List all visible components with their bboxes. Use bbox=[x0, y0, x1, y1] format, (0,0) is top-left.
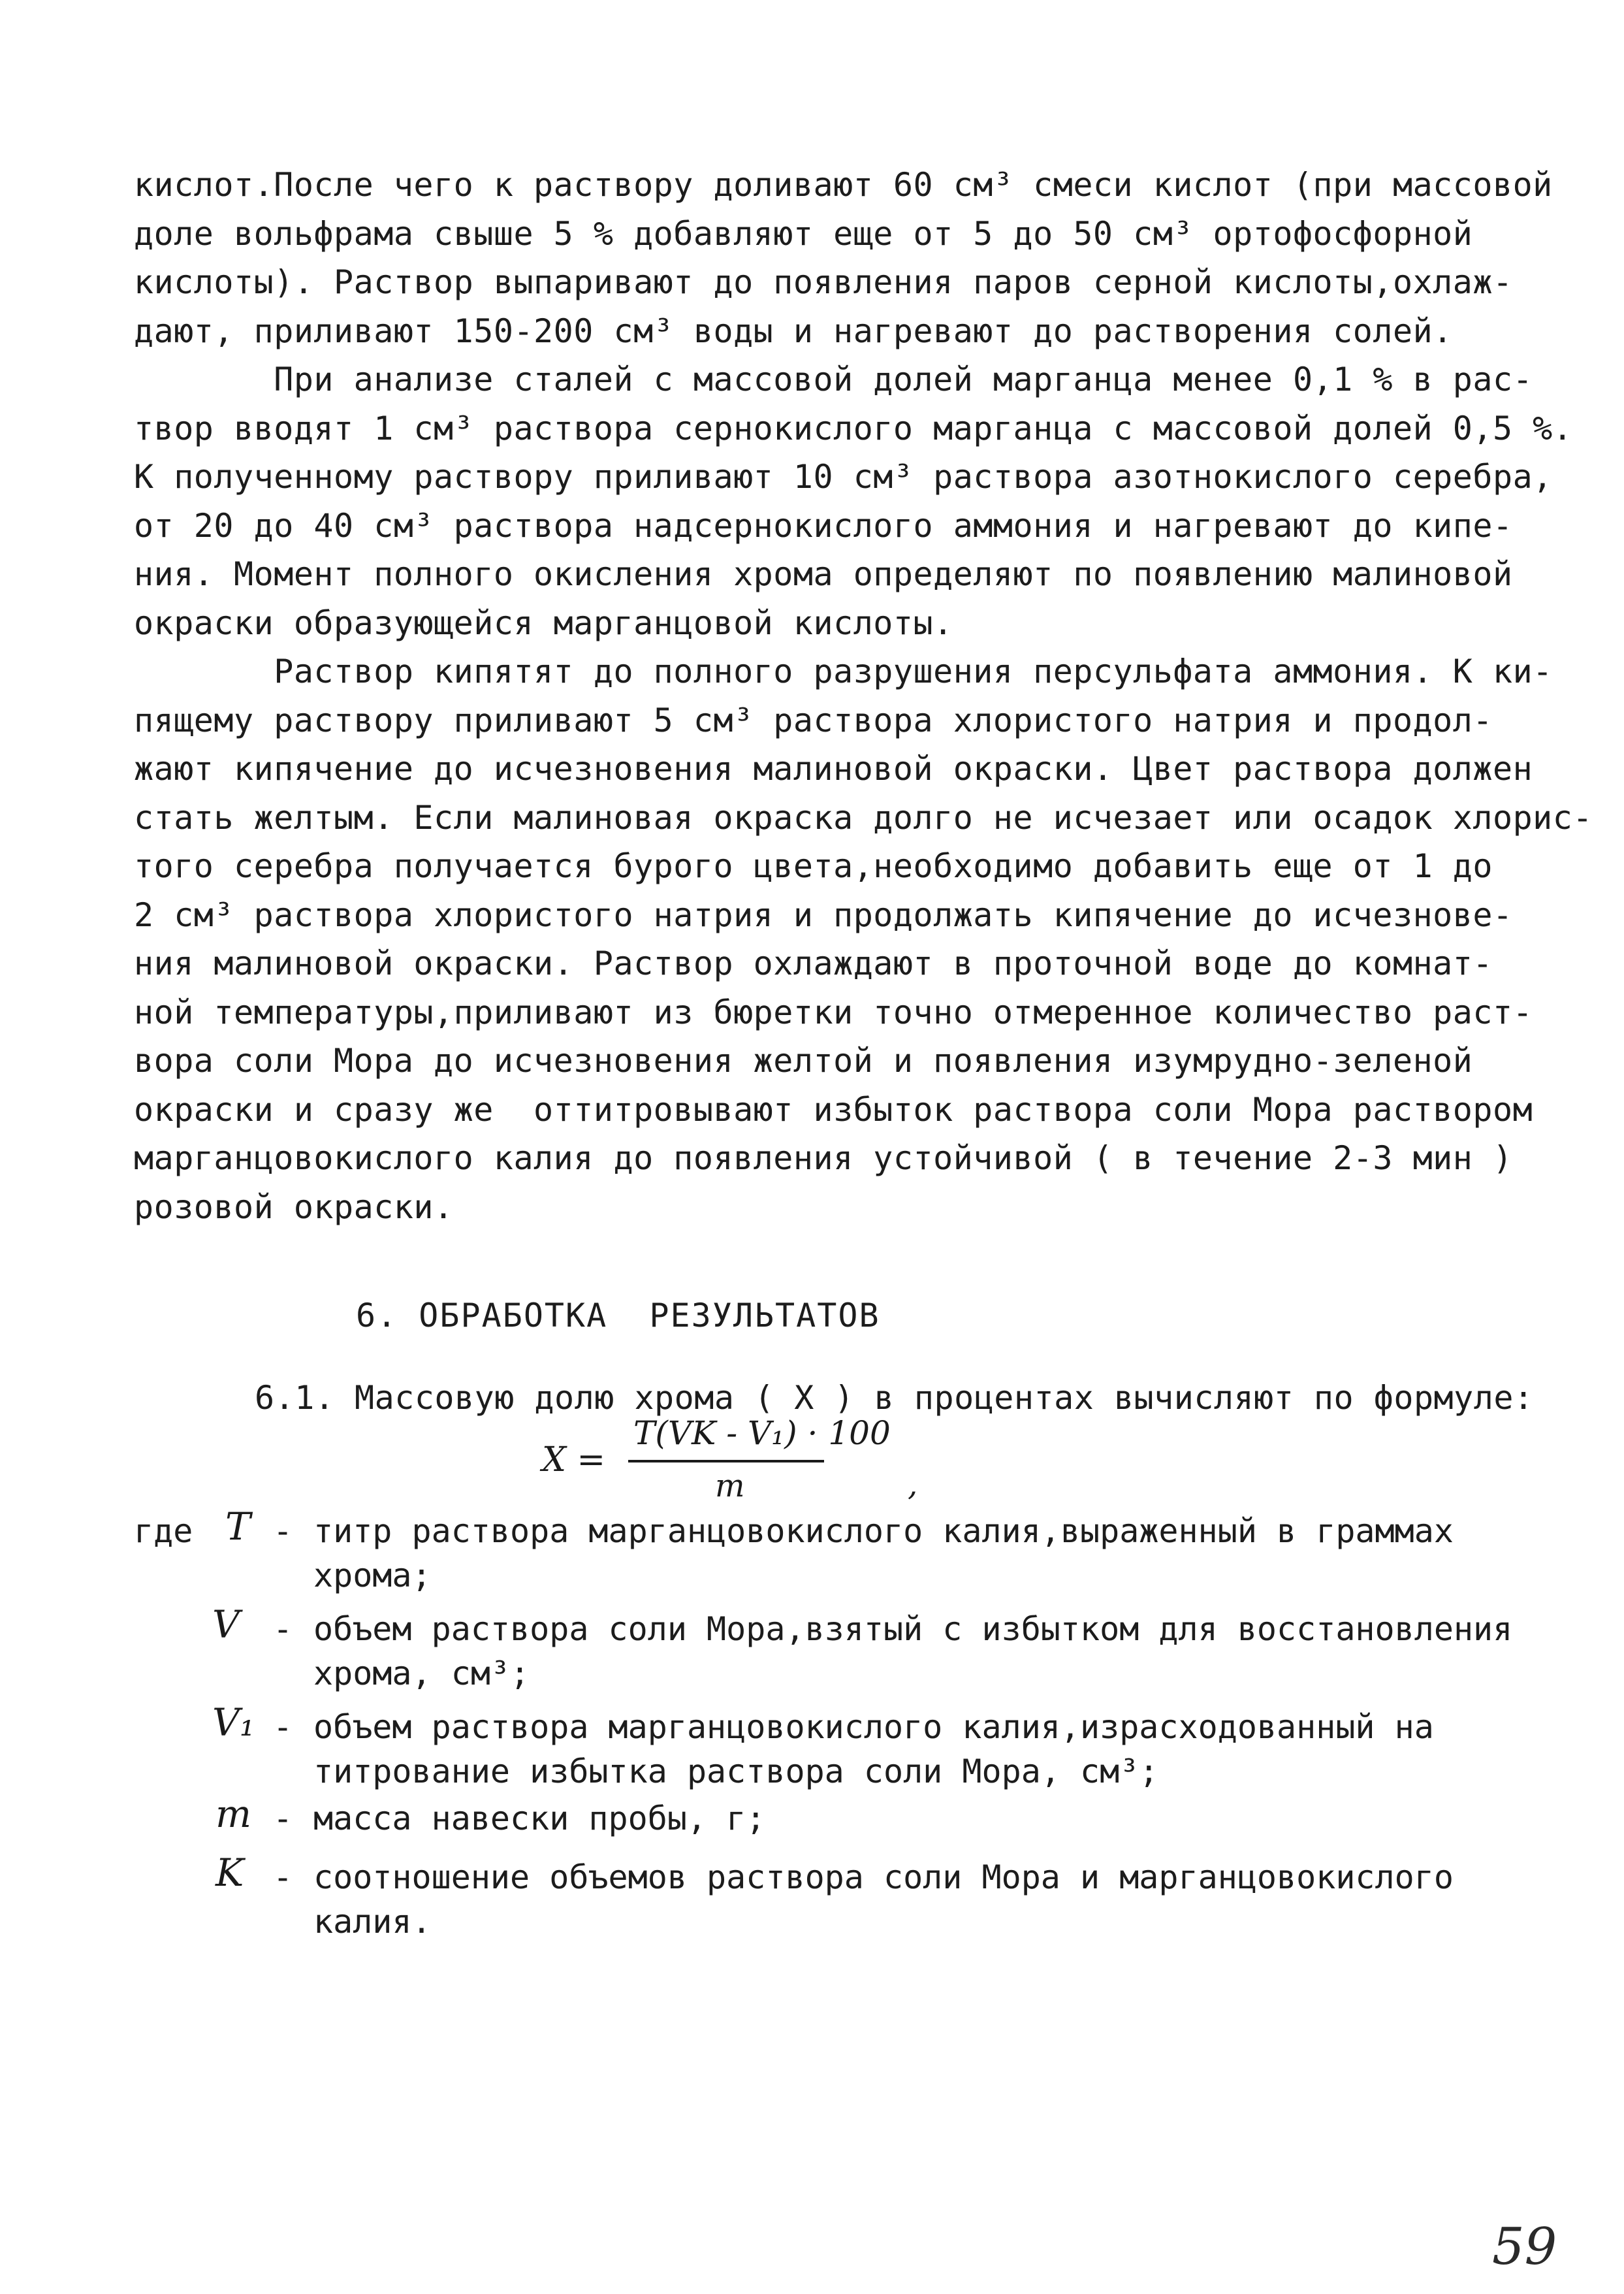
definition-symbol: V bbox=[212, 1602, 240, 1647]
text-line: марганцовокислого калия до появления устойчивой ( в течение 2-3 мин ) bbox=[134, 1139, 1513, 1177]
text-line: жают кипячение до исчезновения малиновой окраски. Цвет раствора должен bbox=[134, 750, 1533, 788]
text-line: доле вольфрама свыше 5 % добавляют еще от 5 до 50 см³ ортофосфорной bbox=[134, 215, 1473, 253]
definition-text: хрома, см³; bbox=[313, 1655, 530, 1692]
formula-intro: 6.1. Массовую долю хрома ( X ) в процентах вычисляют по формуле: bbox=[255, 1379, 1534, 1417]
text-line: розовой окраски. bbox=[134, 1188, 454, 1226]
definition-dash: - bbox=[273, 1512, 293, 1550]
definition-symbol: T bbox=[225, 1504, 251, 1549]
text-line: ния малиновой окраски. Раствор охлаждают в проточной воде до комнат- bbox=[134, 945, 1493, 982]
formula-numerator: T(VK - V₁) · 100 bbox=[633, 1414, 891, 1452]
definition-text: калия. bbox=[313, 1903, 432, 1941]
definition-text: хрома; bbox=[313, 1557, 432, 1594]
formula-denominator: m bbox=[715, 1468, 745, 1504]
definition-text: объем раствора соли Мора,взятый с избытком для восстановления bbox=[313, 1610, 1513, 1648]
text-line: дают, приливают 150-200 см³ воды и нагревают до растворения солей. bbox=[134, 312, 1453, 350]
page-number: 59 bbox=[1492, 2218, 1557, 2276]
definition-text: объем раствора марганцовокислого калия,израсходованный на bbox=[313, 1708, 1434, 1746]
text-line: кислот.После чего к раствору доливают 60 см³ смеси кислот (при массовой bbox=[134, 166, 1553, 204]
fraction-bar bbox=[628, 1460, 824, 1462]
definition-text: соотношение объемов раствора соли Мора и марганцовокислого bbox=[313, 1858, 1454, 1896]
text-line: того серебра получается бурого цвета,необходимо добавить еще от 1 до bbox=[134, 847, 1493, 885]
text-line: ния. Момент полного окисления хрома определяют по появлению малиновой bbox=[134, 555, 1513, 593]
section-heading: 6. ОБРАБОТКА РЕЗУЛЬТАТОВ bbox=[356, 1297, 880, 1334]
text-line: стать желтым. Если малиновая окраска долго не исчезает или осадок хлорис- bbox=[134, 799, 1593, 837]
definition-symbol: K bbox=[215, 1850, 244, 1895]
definition-text: титр раствора марганцовокислого калия,выраженный в граммах bbox=[313, 1512, 1454, 1550]
text-line: К полученному раствору приливают 10 см³ раствора азотнокислого серебра, bbox=[134, 458, 1553, 496]
text-line: вора соли Мора до исчезновения желтой и появления изумрудно-зеленой bbox=[134, 1042, 1473, 1080]
formula-lhs: X = bbox=[542, 1440, 606, 1479]
text-line: окраски и сразу же оттитровывают избыток раствора соли Мора раствором bbox=[134, 1091, 1533, 1129]
definition-symbol: m bbox=[215, 1792, 251, 1836]
text-line: Раствор кипятят до полного разрушения персульфата аммония. К ки- bbox=[134, 653, 1553, 690]
formula bbox=[542, 1414, 934, 1519]
text-line: от 20 до 40 см³ раствора надсернокислого аммония и нагревают до кипе- bbox=[134, 507, 1513, 545]
where-label: где bbox=[134, 1512, 193, 1550]
text-line: кислоты). Раствор выпаривают до появления паров серной кислоты,охлаж- bbox=[134, 263, 1513, 301]
text-line: твор вводят 1 см³ раствора сернокислого марганца с массовой долей 0,5 %. bbox=[134, 410, 1573, 447]
definition-text: масса навески пробы, г; bbox=[313, 1800, 766, 1837]
text-line: При анализе сталей с массовой долей марганца менее 0,1 % в рас- bbox=[134, 361, 1533, 398]
definition-dash: - bbox=[273, 1858, 293, 1896]
text-line: пящему раствору приливают 5 см³ раствора хлористого натрия и продол- bbox=[134, 702, 1493, 739]
definition-dash: - bbox=[273, 1708, 293, 1746]
text-line: 2 см³ раствора хлористого натрия и продолжать кипячение до исчезнове- bbox=[134, 896, 1513, 934]
definition-text: титрование избытка раствора соли Мора, см³; bbox=[313, 1753, 1159, 1790]
text-line: ной температуры,приливают из бюретки точно отмеренное количество раст- bbox=[134, 994, 1533, 1031]
text-line: окраски образующейся марганцовой кислоты. bbox=[134, 604, 953, 642]
definition-dash: - bbox=[273, 1610, 293, 1648]
definition-dash: - bbox=[273, 1800, 293, 1837]
formula-trailing: , bbox=[908, 1466, 918, 1503]
definition-symbol: V₁ bbox=[212, 1700, 255, 1745]
